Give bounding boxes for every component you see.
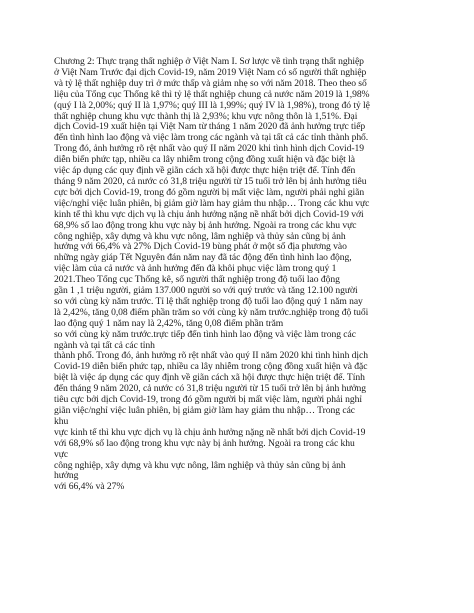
text-line: đến tháng 9 năm 2020, cả nước có 31,8 triệu người từ 15 tuổi trở lên bị ảnh hưởng xyxy=(54,383,367,395)
text-line: 68,9% số lao động trong khu vực này bị ảnh hưởng. Ngoài ra trong các khu vực xyxy=(54,219,357,231)
text-line: giãn việc/nghỉ việc luân phiên, bị giảm giờ làm hay giảm thu nhập… Trong các xyxy=(54,405,356,416)
text-line: và tỷ lệ thất nghiệp duy trì ở mức thấp và giảm nhẹ so với năm 2018. Theo theo số xyxy=(54,77,367,89)
text-line: thành phố. Trong đó, ảnh hưởng rõ rệt nhất vào quý II năm 2020 khi tình hình dịch xyxy=(54,350,368,362)
text-line: việc áp dụng các quy định về giãn cách xã hội được thực hiện triệt để. Tính đến xyxy=(54,165,356,177)
text-line: vực xyxy=(54,448,69,460)
text-line: tháng 9 năm 2020, cả nước có 31,8 triệu người từ 15 tuổi trở lên bị ảnh hưởng tiêu xyxy=(54,175,367,187)
text-line: Trong đó, ảnh hưởng rõ rệt nhất vào quý II năm 2020 khi tình hình dịch Covid-19 xyxy=(54,143,365,155)
text-line: ngành và tại tất cả các tỉnh xyxy=(54,339,155,351)
text-line: việc/nghỉ việc luân phiên, bị giảm giờ làm hay giảm thu nhập… Trong các khu vực xyxy=(54,197,370,209)
text-line: 2021.Theo Tổng cục Thống kê, số người thất nghiệp trong độ tuổi lao động xyxy=(54,274,340,286)
text-line: việc làm của cả nước và ảnh hưởng đến đà khôi phục việc làm trong quý 1 xyxy=(54,263,337,275)
body-paragraph-1 xyxy=(54,57,436,351)
text-line: lao động quý 1 năm nay là 2,42%, tăng 0,08 điểm phần trăm xyxy=(54,317,284,329)
text-line: cực bởi dịch Covid-19, trong đó gồm người bị mất việc làm, người phải nghỉ giãn xyxy=(54,186,365,198)
text-line: công nghiệp, xây dựng và khu vực nông, lâm nghiệp và thủy sản cũng bị ảnh xyxy=(54,459,346,471)
text-line: với 66,4% và 27% xyxy=(54,481,125,493)
text-line: gần 1 ,1 triệu người, giảm 137.000 người so với quý trước và tăng 12.100 người xyxy=(54,285,358,297)
text-line: khu xyxy=(54,415,69,427)
text-line: Covid-19 diễn biến phức tạp, nhiều ca lây nhiễm trong cộng đồng xuất hiện và đặc xyxy=(54,361,368,373)
text-line: với 68,9% số lao động trong khu vực này bị ảnh hưởng. Ngoài ra trong các khu xyxy=(54,437,355,449)
text-line: Chương 2: Thực trạng thất nghiệp ở Việt Nam I. Sơ lược về tình trạng thất nghiệp xyxy=(54,56,364,67)
text-line: vực kinh tế thì khu vực dịch vụ là chịu ảnh hưởng nặng nề nhất bởi dịch Covid-19 xyxy=(54,426,366,438)
text-line: dịch Covid-19 xuất hiện tại Việt Nam từ tháng 1 năm 2020 đã ảnh hưởng trực tiếp xyxy=(54,121,366,133)
text-line: so với cùng kỳ năm trước. Tỉ lệ thất nghiệp trong độ tuổi lao động quý 1 năm nay xyxy=(54,295,363,307)
text-line: tiêu cực bởi dịch Covid-19, trong đó gồm người bị mất việc làm, người phải nghỉ xyxy=(54,394,362,406)
text-line: hưởng với 66,4% và 27% Dịch Covid-19 bùng phát ở một số địa phương vào xyxy=(54,241,347,253)
text-line: so với cùng kỳ năm trước.trực tiếp đến tình hình lao động và việc làm trong các xyxy=(54,328,356,340)
text-line: liệu của Tổng cục Thống kê thì tỷ lệ thất nghiệp chung cả nước năm 2019 là 1,98% xyxy=(54,88,370,100)
text-line: những ngày giáp Tết Nguyên đán năm nay đã tác động đến tình hình lao động, xyxy=(54,252,352,264)
text-line: kinh tế thì khu vực dịch vụ là chịu ảnh hưởng nặng nề nhất bởi dịch Covid-19 với xyxy=(54,208,364,220)
text-line: (quý I là 2,00%; quý II là 1,97%; quý III là 1,99%; quý IV là 1,98%), trong đó tỷ lệ xyxy=(54,99,370,111)
text-line: là 2,42%, tăng 0,08 điểm phần trăm so với cùng kỳ năm trước.nghiệp trong độ tuổi xyxy=(54,306,369,318)
text-line: công nghiệp, xây dựng và khu vực nông, lâm nghiệp và thủy sản cũng bị ảnh xyxy=(54,230,346,242)
body-paragraph-2 xyxy=(54,351,436,493)
text-line: thất nghiệp chung khu vực thành thị là 2,93%; khu vực nông thôn là 1,51%. Đại xyxy=(54,110,358,122)
text-line: hưởng xyxy=(54,470,79,482)
text-line: biệt là việc áp dụng các quy định về giãn cách xã hội được thực hiện triệt để. Tính xyxy=(54,372,365,384)
text-line: diễn biến phức tạp, nhiều ca lây nhiễm trong cộng đồng xuất hiện và đặc biệt là xyxy=(54,154,355,166)
text-line: ở Việt Nam Trước đại dịch Covid-19, năm 2019 Việt Nam có số người thất nghiệp xyxy=(54,66,367,78)
text-line: đến tình hình lao động và việc làm trong các ngành và tại tất cả các tỉnh thành phố. xyxy=(54,132,369,144)
